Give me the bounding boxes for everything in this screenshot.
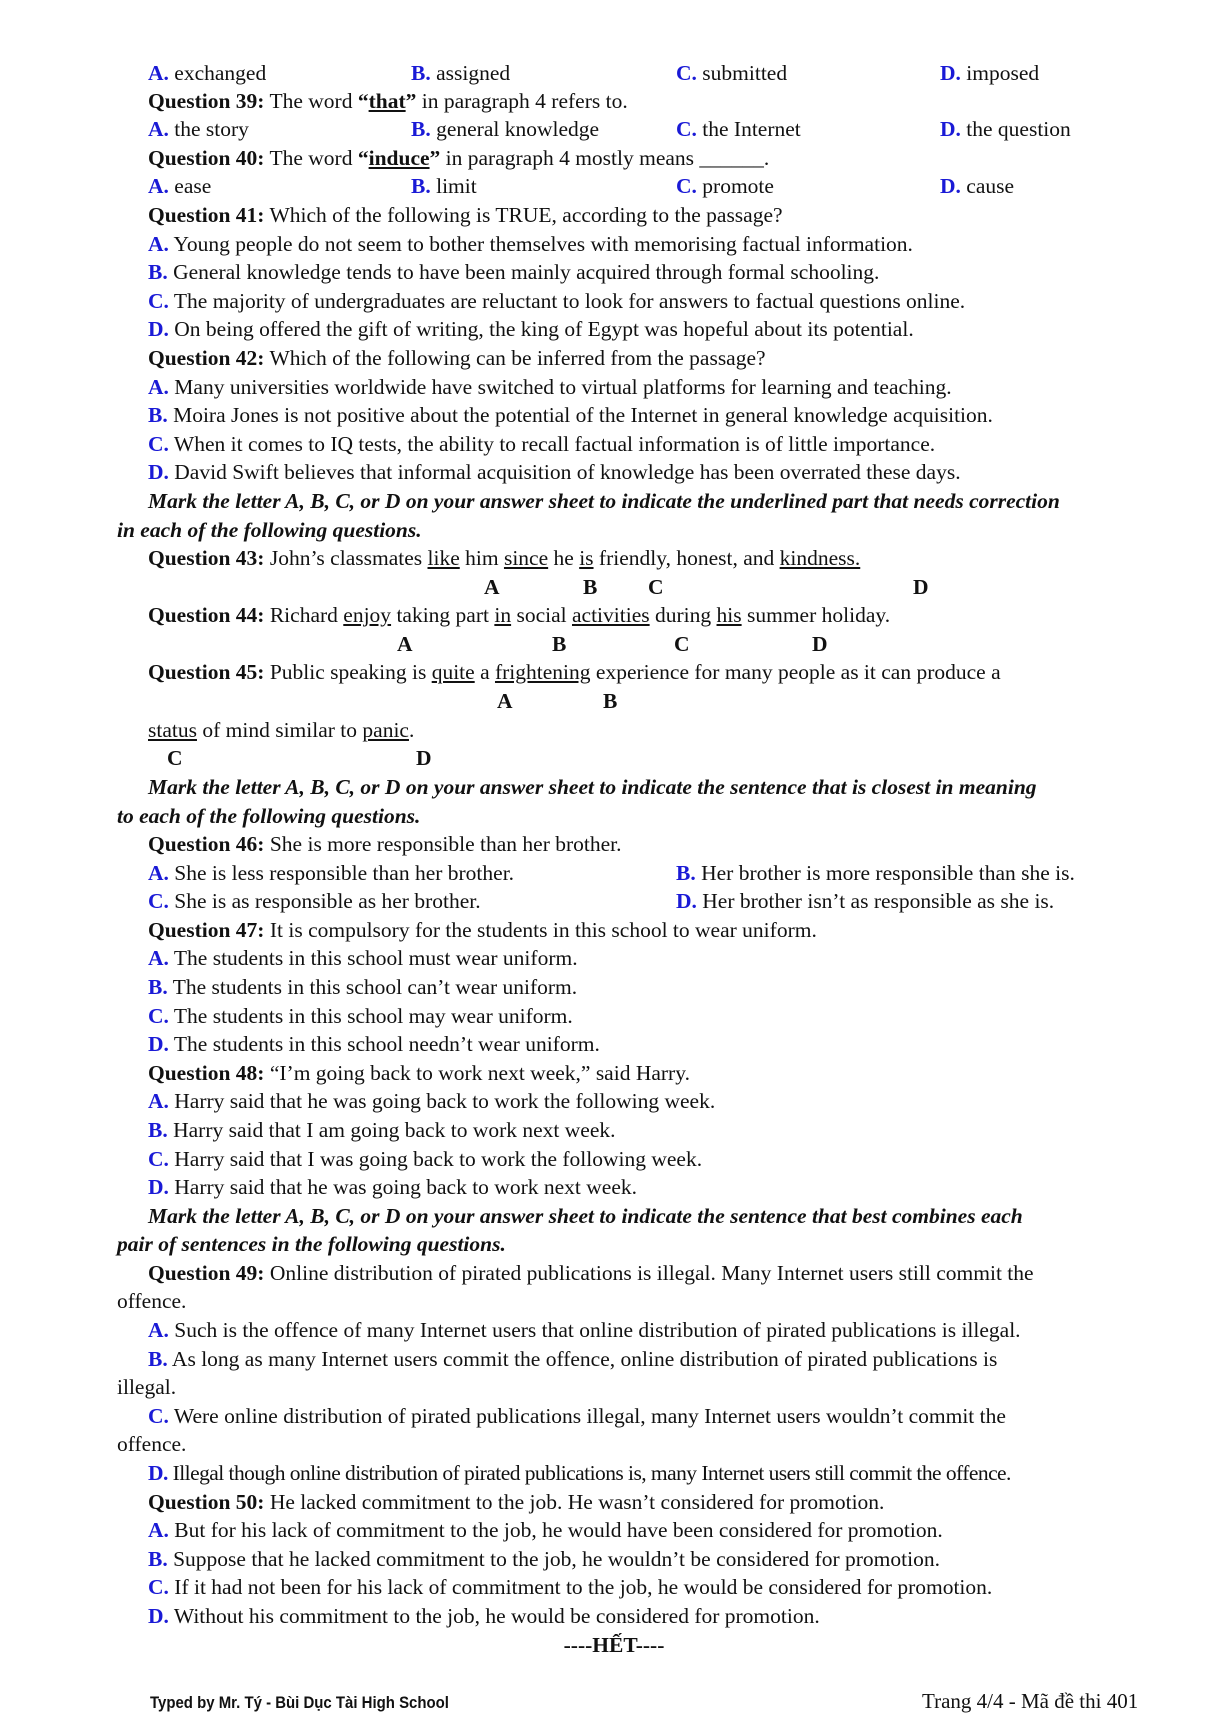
q50-option-c: C. If it had not been for his lack of commitment to the job, he would be considered for promotion. <box>148 1575 993 1599</box>
q46-stem: Question 46: She is more responsible than her brother. <box>148 832 622 856</box>
q42-option-a: A. Many universities worldwide have switched to virtual platforms for learning and teaching. <box>148 375 952 399</box>
q43-stem: Question 43: John’s classmates like him since he is friendly, honest, and kindness. <box>148 546 861 570</box>
instruction-closest-line1: Mark the letter A, B, C, or D on your answer sheet to indicate the sentence that is closest in meaning <box>148 775 1037 799</box>
q43-mark-c: C <box>648 575 664 599</box>
q39-option-b: B. general knowledge <box>411 117 600 141</box>
q47-option-c: C. The students in this school may wear uniform. <box>148 1004 573 1028</box>
q38-option-a: A. exchanged <box>148 61 267 85</box>
q49-option-a: A. Such is the offence of many Internet users that online distribution of pirated publications is illegal. <box>148 1318 1021 1342</box>
q49-option-b: B. As long as many Internet users commit the offence, online distribution of pirated publications is <box>148 1347 998 1371</box>
q38-option-d: D. imposed <box>940 61 1040 85</box>
q45-mark-c: C <box>167 746 183 770</box>
end-mark: ----HẾT---- <box>563 1633 665 1657</box>
q42-option-c: C. When it comes to IQ tests, the ability to recall factual information is of little importance. <box>148 432 936 456</box>
q48-option-b: B. Harry said that I am going back to work next week. <box>148 1118 616 1142</box>
q41-option-c: C. The majority of undergraduates are reluctant to look for answers to factual questions online. <box>148 289 966 313</box>
q46-option-d: D. Her brother isn’t as responsible as she is. <box>676 889 1055 913</box>
q46-option-c: C. She is as responsible as her brother. <box>148 889 481 913</box>
q41-option-d: D. On being offered the gift of writing, the king of Egypt was hopeful about its potential. <box>148 317 914 341</box>
instruction-correction-line2: in each of the following questions. <box>117 518 422 542</box>
q41-option-a: A. Young people do not seem to bother themselves with memorising factual information. <box>148 232 913 256</box>
q43-mark-a: A <box>484 575 500 599</box>
footer-page-info: Trang 4/4 - Mã đề thi 401 <box>922 1689 1139 1713</box>
q49-option-d: D. Illegal though online distribution of pirated publications is, many Internet users still commit the offence. <box>148 1461 1011 1485</box>
instruction-correction-line1: Mark the letter A, B, C, or D on your answer sheet to indicate the underlined part that needs correction <box>148 489 1060 513</box>
q41-option-b: B. General knowledge tends to have been mainly acquired through formal schooling. <box>148 260 880 284</box>
q50-option-d: D. Without his commitment to the job, he would be considered for promotion. <box>148 1604 820 1628</box>
q45-stem-continued: status of mind similar to panic. <box>148 718 415 742</box>
q43-mark-b: B <box>583 575 598 599</box>
q40-option-d: D. cause <box>940 174 1015 198</box>
q42-option-d: D. David Swift believes that informal acquisition of knowledge has been overrated these days. <box>148 460 961 484</box>
q44-mark-c: C <box>674 632 690 656</box>
q45-stem: Question 45: Public speaking is quite a frightening experience for many people as it can produce a <box>148 660 1001 684</box>
q49-option-c: C. Were online distribution of pirated publications illegal, many Internet users wouldn’t commit the <box>148 1404 1006 1428</box>
q50-stem: Question 50: He lacked commitment to the job. He wasn’t considered for promotion. <box>148 1490 885 1514</box>
q45-mark-b: B <box>603 689 618 713</box>
q45-mark-d: D <box>416 746 432 770</box>
instruction-combine-line1: Mark the letter A, B, C, or D on your answer sheet to indicate the sentence that best combines each <box>148 1204 1023 1228</box>
q38-option-c: C. submitted <box>676 61 788 85</box>
q40-stem: Question 40: The word “induce” in paragraph 4 mostly means ______. <box>148 146 770 170</box>
q47-stem: Question 47: It is compulsory for the students in this school to wear uniform. <box>148 918 817 942</box>
q39-stem: Question 39: The word “that” in paragraph 4 refers to. <box>148 89 628 113</box>
q47-option-a: A. The students in this school must wear uniform. <box>148 946 578 970</box>
q48-option-c: C. Harry said that I was going back to work the following week. <box>148 1147 703 1171</box>
q49-option-c-continued: offence. <box>117 1432 187 1456</box>
q41-stem: Question 41: Which of the following is TRUE, according to the passage? <box>148 203 783 227</box>
q48-option-a: A. Harry said that he was going back to work the following week. <box>148 1089 716 1113</box>
q46-option-b: B. Her brother is more responsible than she is. <box>676 861 1075 885</box>
footer-typist: Typed by Mr. Tý - Bùi Dục Tài High School <box>150 1693 449 1712</box>
q42-stem: Question 42: Which of the following can be inferred from the passage? <box>148 346 766 370</box>
q44-mark-a: A <box>397 632 413 656</box>
q44-mark-b: B <box>552 632 567 656</box>
q43-mark-d: D <box>913 575 929 599</box>
q44-stem: Question 44: Richard enjoy taking part in social activities during his summer holiday. <box>148 603 891 627</box>
q50-option-a: A. But for his lack of commitment to the job, he would have been considered for promotion. <box>148 1518 943 1542</box>
q49-stem-continued: offence. <box>117 1289 187 1313</box>
q48-stem: Question 48: “I’m going back to work next week,” said Harry. <box>148 1061 690 1085</box>
q49-stem: Question 49: Online distribution of pirated publications is illegal. Many Internet users still commit the <box>148 1261 1034 1285</box>
q44-mark-d: D <box>812 632 828 656</box>
q46-option-a: A. She is less responsible than her brother. <box>148 861 515 885</box>
q47-option-d: D. The students in this school needn’t wear uniform. <box>148 1032 600 1056</box>
q39-option-c: C. the Internet <box>676 117 801 141</box>
q40-option-b: B. limit <box>411 174 477 198</box>
q39-option-a: A. the story <box>148 117 249 141</box>
q40-option-a: A. ease <box>148 174 212 198</box>
q45-mark-a: A <box>497 689 513 713</box>
instruction-closest-line2: to each of the following questions. <box>117 804 421 828</box>
q40-option-c: C. promote <box>676 174 774 198</box>
instruction-combine-line2: pair of sentences in the following questions. <box>117 1232 506 1256</box>
q49-option-b-continued: illegal. <box>117 1375 177 1399</box>
q47-option-b: B. The students in this school can’t wear uniform. <box>148 975 578 999</box>
q48-option-d: D. Harry said that he was going back to work next week. <box>148 1175 637 1199</box>
q39-option-d: D. the question <box>940 117 1071 141</box>
q38-option-b: B. assigned <box>411 61 511 85</box>
q42-option-b: B. Moira Jones is not positive about the potential of the Internet in general knowledge acquisition. <box>148 403 993 427</box>
q50-option-b: B. Suppose that he lacked commitment to the job, he wouldn’t be considered for promotion. <box>148 1547 940 1571</box>
